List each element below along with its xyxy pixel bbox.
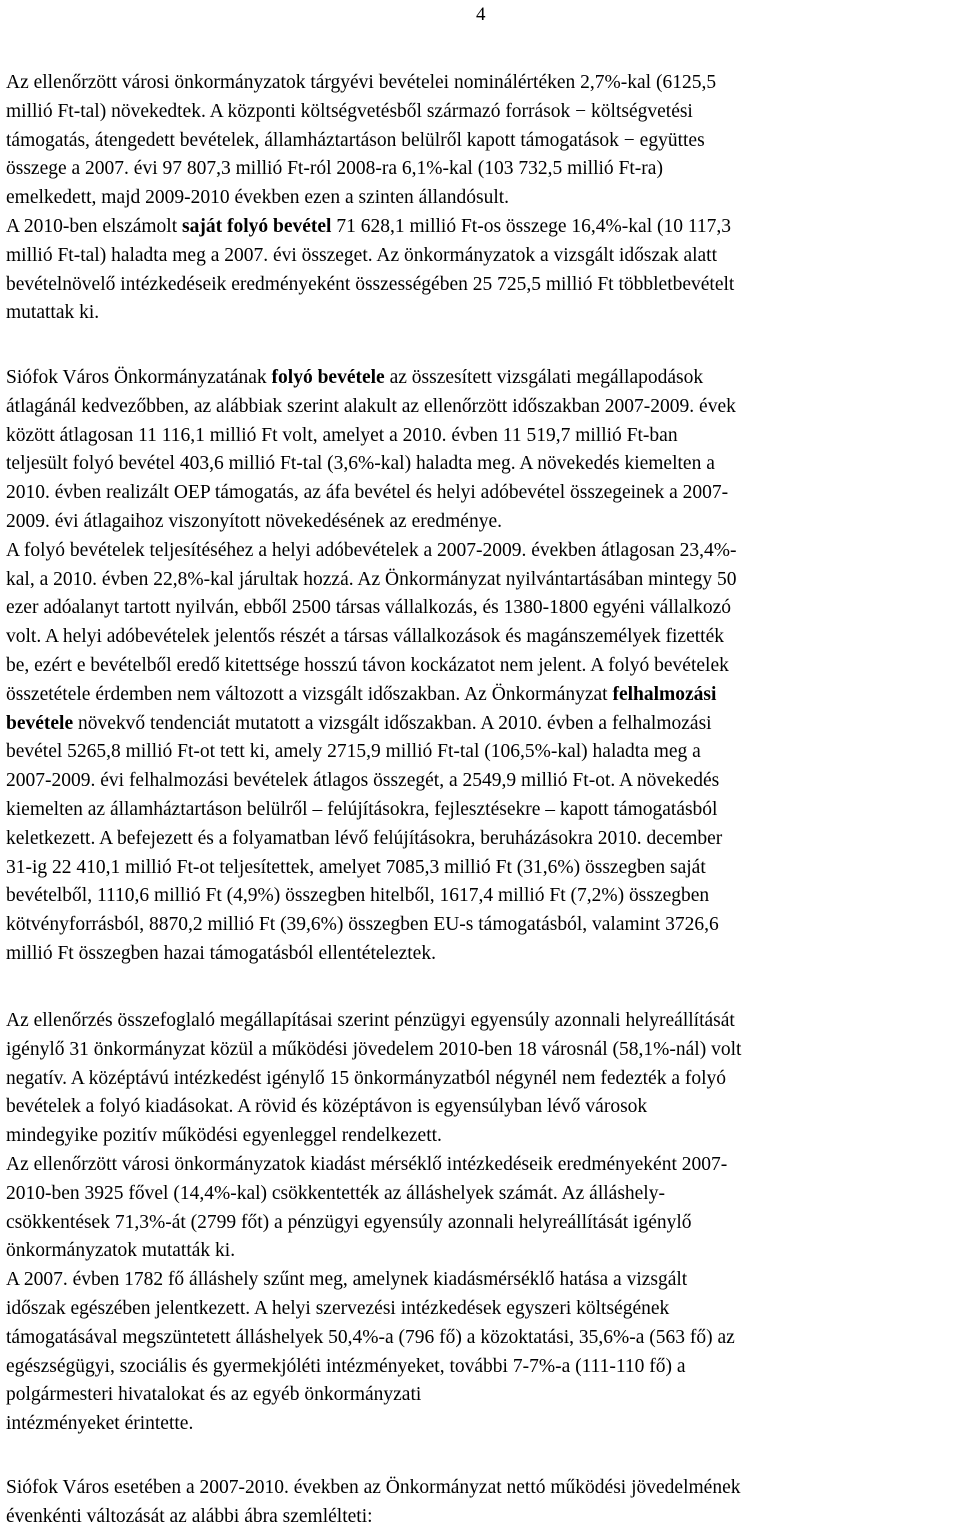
paragraph-siofok-revenue bbox=[6, 364, 958, 969]
text-line: emelkedett, majd 2009-2010 években ezen a szinten állandósult. bbox=[6, 187, 510, 209]
text-line: mindegyike pozitív működési egyenleggel rendelkezett. bbox=[6, 1125, 442, 1147]
text-run: az összesített vizsgálati megállapodások bbox=[384, 367, 704, 388]
text-run: 71 628,1 millió Ft-os összege 16,4%-kal (10 117,3 bbox=[331, 215, 732, 237]
text-line: be, ezért e bevételből eredő kitettsége hosszú távon kockázatot nem jelent. A folyó bevételek bbox=[6, 654, 729, 676]
text-line: Az ellenőrzött városi önkormányzatok tárgyévi bevételei nominálértéken 2,7%-kal (6125,5 bbox=[6, 72, 717, 93]
text-line: kötvényforrásból, 8870,2 millió Ft (39,6%) összegben EU-s támogatásból, valamint 3726,6 bbox=[6, 914, 719, 936]
text-line: 31-ig 22 410,1 millió Ft-ot teljesítettek, amelyet 7085,3 millió Ft (31,6%) összegben saját bbox=[6, 856, 706, 878]
text-line: ezer adóalanyt tartott nyilván, ebből 2500 társas vállalkozás, és 1380-1800 egyéni vállalkozó bbox=[6, 597, 732, 619]
text-line: között átlagosan 11 116,1 millió Ft volt, amelyet a 2010. évben 11 519,7 millió Ft-ban bbox=[6, 424, 678, 446]
text-line: millió Ft-tal) növekedtek. A központi költségvetésből származó források − költségvetési bbox=[6, 100, 693, 122]
text-line: bevételek a folyó kiadásokat. A rövid és középtávon is egyensúlyban lévő városok bbox=[6, 1096, 648, 1118]
text-run: A 2010-ben elszámolt bbox=[6, 215, 183, 237]
text-line: 2010-ben 3925 fővel (14,4%-kal) csökkentették az álláshelyek számát. Az álláshely- bbox=[6, 1182, 665, 1204]
text-line: támogatás, átengedett bevételek, államháztartáson belülről kapott támogatások − együttes bbox=[6, 129, 705, 151]
text-line: 2010. évben realizált OEP támogatás, az áfa bevétel és helyi adóbevétel összegeinek a 2007- bbox=[6, 482, 729, 504]
text-line: bevétel 5265,8 millió Ft-ot tett ki, amely 2715,9 millió Ft-tal (106,5%-kal) haladta meg a bbox=[6, 741, 701, 763]
text-line: keletkezett. A befejezett és a folyamatban lévő felújításokra, beruházásokra 2010. december bbox=[6, 827, 723, 849]
text-run: Siófok Város Önkormányzatának bbox=[6, 367, 272, 388]
text-line: Az ellenőrzött városi önkormányzatok kiadást mérséklő intézkedéseik eredményeként 2007- bbox=[6, 1153, 728, 1175]
text-line: bevételnövelő intézkedéseik eredményeként összességében 25 725,5 millió Ft többletbevételt bbox=[6, 273, 735, 295]
bold-term: folyó bevétele bbox=[271, 367, 385, 388]
text-line: kal, a 2010. évben 22,8%-kal járultak hozzá. Az Önkormányzat nyilvántartásában mintegy 50 bbox=[6, 568, 737, 590]
text-line: mutattak ki. bbox=[6, 302, 100, 324]
text-run: növekvő tendenciát mutatott a vizsgált időszakban. A 2010. évben a felhalmozási bbox=[73, 712, 712, 734]
text-line: 2007-2009. évi felhalmozási bevételek átlagos összegét, a 2549,9 millió Ft-ot. A növekedés bbox=[6, 770, 720, 792]
text-line: évenkénti változását az alábbi ábra szemlélteti: bbox=[6, 1505, 373, 1527]
text-line: Siófok Város esetében a 2007-2010. években az Önkormányzat nettó működési jövedelmének bbox=[6, 1477, 741, 1498]
text-line: csökkentések 71,3%-át (2799 főt) a pénzügyi egyensúly azonnali helyreállítását igénylő bbox=[6, 1211, 692, 1233]
bold-term: felhalmozási bbox=[612, 683, 717, 705]
text-line: átlagánál kedvezőbben, az alábbiak szerint alakult az ellenőrzött időszakban 2007-2009. évek bbox=[6, 395, 736, 417]
text-line: kiemelten az államháztartáson belülről – felújításokra, fejlesztésekre – kapott támogatásból bbox=[6, 798, 718, 820]
text-line: A 2007. évben 1782 fő álláshely szűnt meg, amelynek kiadásmérséklő hatása a vizsgált bbox=[6, 1269, 688, 1291]
text-line: intézményeket érintette. bbox=[6, 1413, 194, 1435]
text-line: millió Ft összegben hazai támogatásból ellentételeztek. bbox=[6, 942, 436, 964]
text-line: igénylő 31 önkormányzat közül a működési jövedelem 2010-ben 18 városnál (58,1%-nál) volt bbox=[6, 1038, 742, 1060]
text-line bbox=[6, 710, 958, 739]
text-line: Az ellenőrzés összefoglaló megállapításai szerint pénzügyi egyensúly azonnali helyreállítását bbox=[6, 1010, 735, 1031]
text-line: önkormányzatok mutatták ki. bbox=[6, 1240, 236, 1262]
text-line: volt. A helyi adóbevételek jelentős részét a társas vállalkozások és magánszemélyek fizették bbox=[6, 626, 724, 648]
bold-term: bevétele bbox=[6, 712, 74, 734]
text-line: időszak egészében jelentkezett. A helyi szervezési intézkedések egyszeri költségének bbox=[6, 1297, 670, 1319]
paragraph-city-revenues bbox=[6, 69, 958, 328]
paragraph-audit-summary bbox=[6, 1007, 958, 1439]
text-line: A folyó bevételek teljesítéséhez a helyi adóbevételek a 2007-2009. években átlagosan 23,4%- bbox=[6, 539, 737, 561]
bold-term: saját folyó bevétel bbox=[182, 215, 332, 237]
text-line: összege a 2007. évi 97 807,3 millió Ft-ról 2008-ra 6,1%-kal (103 732,5 millió Ft-ra) bbox=[6, 158, 663, 180]
text-line bbox=[6, 681, 958, 710]
text-line bbox=[6, 213, 958, 242]
page-number: 4 bbox=[476, 4, 486, 25]
text-line: polgármesteri hivatalokat és az egyéb önkormányzati bbox=[6, 1384, 422, 1406]
text-line: negatív. A középtávú intézkedést igénylő 15 önkormányzatból négynél nem fedezték a folyó bbox=[6, 1067, 727, 1089]
text-line: teljesült folyó bevétel 403,6 millió Ft-tal (3,6%-kal) haladta meg. A növekedés kiemelten a bbox=[6, 453, 715, 475]
text-line: támogatásával megszüntetett álláshelyek 50,4%-a (796 fő) a közoktatási, 35,6%-a (563 fő) az bbox=[6, 1326, 735, 1348]
text-line: 2009. évi átlagaihoz viszonyított növekedésének az eredménye. bbox=[6, 510, 502, 532]
text-line: egészségügyi, szociális és gyermekjóléti intézményeket, további 7-7%-a (111-110 fő) a bbox=[6, 1355, 686, 1377]
text-run: összetétele érdemben nem változott a vizsgált időszakban. Az Önkormányzat bbox=[6, 683, 613, 705]
text-line: millió Ft-tal) haladta meg a 2007. évi összeget. Az önkormányzatok a vizsgált időszak alatt bbox=[6, 244, 718, 266]
text-line: bevételből, 1110,6 millió Ft (4,9%) összegben hitelből, 1617,4 millió Ft (7,2%) összegben bbox=[6, 885, 710, 907]
text-line bbox=[6, 364, 958, 393]
